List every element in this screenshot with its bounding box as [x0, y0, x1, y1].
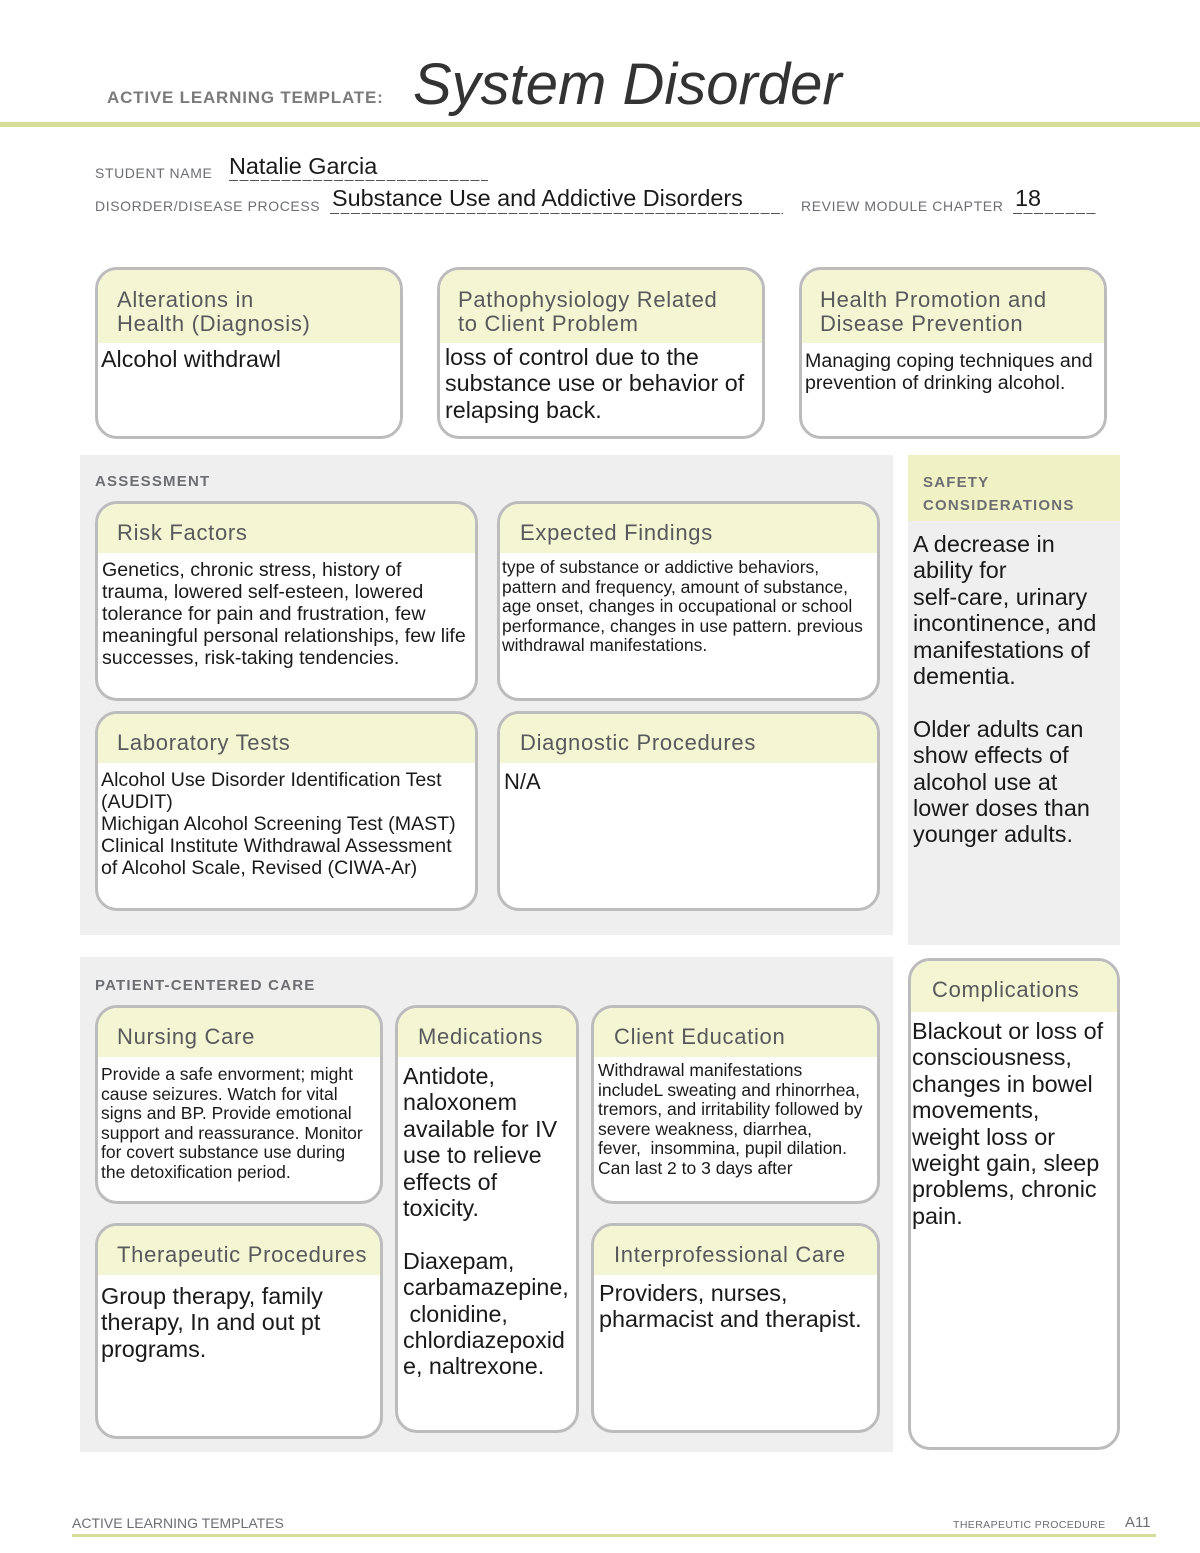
template-label: ACTIVE LEARNING TEMPLATE:: [107, 88, 384, 107]
client-education-text: Withdrawal manifestations includeL sweating and rhinorrhea, tremors, and irritability followed by severe weakness, diarrhea, fever, insommina, pupil dilation. Can last 2 to 3 days after: [598, 1060, 863, 1178]
template-title: System Disorder: [413, 52, 842, 117]
student-name-underline: [229, 180, 488, 181]
assessment-label: ASSESSMENT: [95, 473, 211, 490]
therapeutic-procedures-text: Group therapy, family therapy, In and out pt programs.: [101, 1283, 323, 1362]
patient-centered-care-panel: [80, 957, 893, 1452]
therapeutic-procedures-title: Therapeutic Procedures: [117, 1242, 368, 1267]
complications-title: Complications: [932, 977, 1080, 1002]
laboratory-tests-title: Laboratory Tests: [117, 730, 291, 755]
student-name-value: Natalie Garcia: [229, 153, 378, 179]
interprofessional-care-title: Interprofessional Care: [614, 1242, 846, 1267]
chapter-label: REVIEW MODULE CHAPTER: [801, 198, 1004, 214]
diagnostic-procedures-box: [497, 711, 880, 911]
footer-page-number: A11: [1125, 1514, 1151, 1531]
header-rule: [0, 122, 1200, 127]
pathophysiology-title: Pathophysiology Related to Client Problem: [458, 287, 718, 336]
alterations-text: Alcohol withdrawl: [101, 346, 281, 372]
expected-findings-box: [497, 501, 880, 701]
assessment-panel: [80, 455, 893, 935]
alterations-box: [95, 267, 403, 439]
disorder-value: Substance Use and Addictive Disorders: [332, 185, 743, 211]
diagnostic-procedures-text: N/A: [504, 769, 541, 794]
client-education-title: Client Education: [614, 1024, 786, 1049]
safety-label: SAFETY CONSIDERATIONS: [923, 474, 1075, 514]
health-promotion-box: [799, 267, 1107, 439]
medications-text: Antidote, naloxonem available for IV use to relieve effects of toxicity. Diaxepam, carbamazepine, clonidine, chlordiazepoxid e, naltrexone.: [403, 1063, 569, 1380]
patient-centered-care-label: PATIENT-CENTERED CARE: [95, 977, 316, 994]
medications-title: Medications: [418, 1024, 544, 1049]
client-education-box: [591, 1005, 880, 1204]
therapeutic-procedures-box: [95, 1223, 383, 1439]
laboratory-tests-text: Alcohol Use Disorder Identification Test (AUDIT) Michigan Alcohol Screening Test (MAST) Clinical Institute Withdrawal Assessment of Alcohol Scale, Revised (CIWA-Ar): [101, 769, 456, 879]
interprofessional-care-text: Providers, nurses, pharmacist and therapist.: [599, 1280, 862, 1333]
medications-box: [395, 1005, 579, 1433]
safety-panel: [908, 455, 1120, 945]
chapter-value: 18: [1015, 185, 1042, 211]
safety-text: A decrease in ability for self-care, urinary incontinence, and manifestations of dementia. Older adults can show effects of alcohol use at lower doses than younger adults.: [913, 531, 1097, 848]
health-promotion-title: Health Promotion and Disease Prevention: [820, 287, 1047, 336]
health-promotion-text: Managing coping techniques and prevention of drinking alcohol.: [805, 350, 1093, 394]
chapter-underline: [1013, 213, 1097, 214]
alterations-title: Alterations in Health (Diagnosis): [117, 287, 311, 336]
complications-text: Blackout or loss of consciousness, changes in bowel movements, weight loss or weight gain, sleep problems, chronic pain.: [912, 1018, 1104, 1229]
expected-findings-title: Expected Findings: [520, 520, 713, 545]
pathophysiology-box: [437, 267, 765, 439]
footer-rule: [72, 1534, 1156, 1537]
risk-factors-title: Risk Factors: [117, 520, 248, 545]
laboratory-tests-box: [95, 711, 478, 911]
disorder-label: DISORDER/DISEASE PROCESS: [95, 198, 321, 214]
student-name-label: STUDENT NAME: [95, 165, 213, 181]
expected-findings-text: type of substance or addictive behaviors, pattern and frequency, amount of substance, age onset, changes in occupational or school performance, changes in use pattern. previous withdrawal manifestations.: [502, 557, 863, 656]
complications-box: [908, 958, 1120, 1450]
footer-section: THERAPEUTIC PROCEDURE: [953, 1519, 1106, 1531]
interprofessional-care-box: [591, 1223, 880, 1433]
nursing-care-text: Provide a safe envorment; might cause seizures. Watch for vital signs and BP. Provide emotional support and reassurance. Monitor for covert substance use during the detoxification period.: [101, 1064, 363, 1182]
risk-factors-text: Genetics, chronic stress, history of trauma, lowered self-esteen, lowered tolerance for pain and frustration, few meaningful personal relationships, few life successes, risk-taking tendencies.: [102, 559, 466, 669]
nursing-care-title: Nursing Care: [117, 1024, 256, 1049]
nursing-care-box: [95, 1005, 383, 1204]
pathophysiology-text: loss of control due to the substance use or behavior of relapsing back.: [445, 344, 745, 423]
diagnostic-procedures-title: Diagnostic Procedures: [520, 730, 757, 755]
disorder-underline: [330, 213, 783, 214]
footer-title: ACTIVE LEARNING TEMPLATES: [72, 1515, 284, 1531]
risk-factors-box: [95, 501, 478, 701]
